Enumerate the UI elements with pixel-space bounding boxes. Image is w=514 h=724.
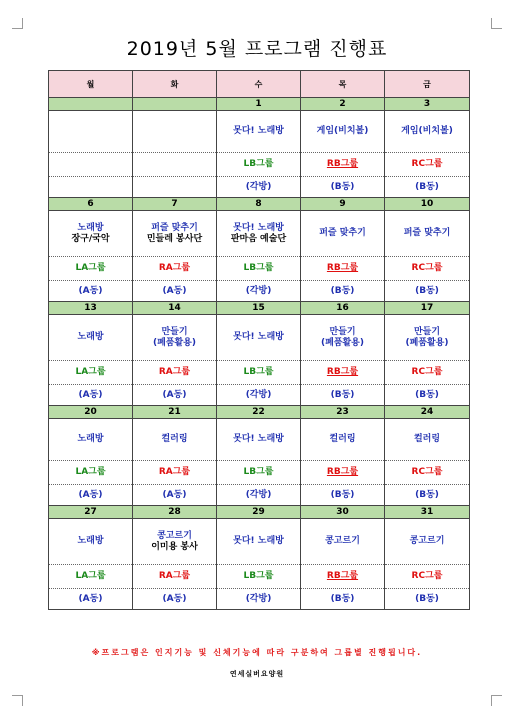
room-row [49,589,470,610]
activity-cell [385,519,470,565]
activity-cell [217,519,301,565]
activity-cell [217,315,301,361]
group-cell: LA그룹 [49,257,133,281]
activity-name: 만들기 [161,326,188,337]
activity-subtitle: 이미용 봉사 [151,541,198,552]
room-row [49,485,470,506]
weekday-header: 수 [217,71,301,98]
date-cell: 21 [133,406,217,419]
room-cell: (B동) [301,485,385,506]
room-cell: (각방) [217,485,301,506]
room-cell: (B동) [385,589,470,610]
date-cell: 31 [385,506,470,519]
room-cell: (B동) [385,177,470,198]
facility-name: 연세실버요양원 [229,670,285,678]
room-cell: (A동) [49,385,133,406]
program-note: ※프로그램은 인지기능 및 신체기능에 따라 구분하여 그룹별 진행됩니다. [91,648,423,657]
activity-name: 못다! 노래방 [233,126,284,136]
group-cell: RA그룹 [133,257,217,281]
activity-name: 못다! 노래방 [233,222,284,233]
date-cell [49,98,133,111]
group-cell: RC그룹 [385,257,470,281]
activity-cell [217,111,301,153]
activity-cell [301,211,385,257]
group-cell: RB그룹 [301,257,385,281]
activity-subtitle: 장구/국악 [71,233,110,244]
activity-cell [385,419,470,461]
date-cell: 15 [217,302,301,315]
date-cell [133,98,217,111]
activity-cell [301,519,385,565]
date-cell: 30 [301,506,385,519]
activity-row [49,111,470,153]
date-cell: 6 [49,198,133,211]
activity-cell [49,211,133,257]
room-row [49,281,470,302]
date-cell: 27 [49,506,133,519]
activity-cell [49,519,133,565]
activity-name: 만들기 [329,326,356,337]
activity-name: 못다! 노래방 [233,434,284,444]
room-cell: (각방) [217,177,301,198]
group-cell: RC그룹 [385,361,470,385]
activity-row [49,315,470,361]
activity-name: 노래방 [77,434,104,444]
activity-cell [385,211,470,257]
room-cell: (B동) [301,385,385,406]
group-cell: LB그룹 [217,361,301,385]
date-cell: 20 [49,406,133,419]
date-cell: 8 [217,198,301,211]
group-row [49,461,470,485]
room-cell: (B동) [301,281,385,302]
activity-cell [49,111,133,153]
group-row [49,257,470,281]
activity-cell [133,315,217,361]
date-cell: 24 [385,406,470,419]
activity-name: 컬러링 [329,434,356,444]
room-cell: (A동) [133,385,217,406]
date-row [49,506,470,519]
group-cell: RA그룹 [133,461,217,485]
date-cell: 7 [133,198,217,211]
activity-cell [385,111,470,153]
crop-mark [12,695,23,706]
group-cell: LB그룹 [217,257,301,281]
group-cell: RB그룹 [301,461,385,485]
date-row [49,302,470,315]
group-cell: LB그룹 [217,153,301,177]
activity-cell [133,211,217,257]
date-cell: 29 [217,506,301,519]
activity-cell [49,419,133,461]
schedule-table [48,70,470,610]
activity-cell [217,211,301,257]
room-cell: (B동) [385,385,470,406]
date-cell: 16 [301,302,385,315]
date-cell: 28 [133,506,217,519]
weekday-header: 화 [133,71,217,98]
date-cell: 3 [385,98,470,111]
group-cell: RC그룹 [385,461,470,485]
activity-name: 퍼즐 맞추기 [403,228,451,238]
activity-name: 콩고르기 [409,536,445,546]
group-row [49,565,470,589]
room-cell: (B동) [385,281,470,302]
group-cell: LB그룹 [217,565,301,589]
activity-name: 게임(비치볼) [316,126,369,136]
activity-name: 못다! 노래방 [233,536,284,546]
room-row [49,385,470,406]
group-cell: RC그룹 [385,565,470,589]
date-cell: 22 [217,406,301,419]
activity-cell [385,315,470,361]
activity-name: 컬러링 [161,434,188,444]
group-cell: RB그룹 [301,153,385,177]
room-cell: (B동) [301,177,385,198]
weekday-header: 월 [49,71,133,98]
weekday-header: 금 [385,71,470,98]
activity-row [49,211,470,257]
room-cell: (A동) [49,485,133,506]
activity-name: 노래방 [77,332,104,342]
room-cell [133,177,217,198]
activity-name: 노래방 [77,222,104,233]
activity-name: 컬러링 [413,434,441,444]
room-cell: (A동) [133,281,217,302]
group-cell: RB그룹 [301,565,385,589]
activity-cell [217,419,301,461]
document-title: 2019년 5월 프로그램 진행표 [126,38,388,60]
date-cell: 13 [49,302,133,315]
activity-cell [49,315,133,361]
date-cell: 1 [217,98,301,111]
room-cell: (B동) [301,589,385,610]
group-cell: RA그룹 [133,565,217,589]
weekday-header: 목 [301,71,385,98]
room-cell: (A동) [133,485,217,506]
room-cell [49,177,133,198]
activity-name: 노래방 [77,536,104,546]
group-cell: RB그룹 [301,361,385,385]
date-cell: 10 [385,198,470,211]
date-row [49,198,470,211]
room-cell: (각방) [217,589,301,610]
crop-mark [12,18,23,29]
activity-cell [301,419,385,461]
activity-row [49,419,470,461]
group-cell [49,153,133,177]
group-cell: LA그룹 [49,565,133,589]
group-cell: LB그룹 [217,461,301,485]
activity-subtitle: 민들레 봉사단 [146,233,203,244]
activity-name: 게임(비치볼) [401,126,453,136]
date-cell: 2 [301,98,385,111]
group-cell: RA그룹 [133,361,217,385]
activity-subtitle: 판마음 예술단 [230,233,287,244]
activity-cell [133,419,217,461]
activity-name: 콩고르기 [157,530,192,541]
group-cell: LA그룹 [49,461,133,485]
activity-subtitle: (폐품활용) [320,337,364,348]
room-cell: (A동) [49,589,133,610]
crop-mark [491,18,502,29]
date-cell: 9 [301,198,385,211]
activity-name: 콩고르기 [325,536,360,546]
room-cell: (A동) [49,281,133,302]
activity-cell [301,111,385,153]
activity-cell [301,315,385,361]
activity-cell [133,519,217,565]
room-cell: (각방) [217,281,301,302]
activity-subtitle: (폐품활용) [152,337,196,348]
activity-name: 퍼즐 맞추기 [151,222,198,233]
room-row [49,177,470,198]
date-row [49,406,470,419]
activity-cell [133,111,217,153]
activity-name: 만들기 [413,326,441,337]
date-cell: 14 [133,302,217,315]
date-row [49,98,470,111]
group-row [49,361,470,385]
crop-mark [491,695,502,706]
weekday-header-row [49,71,470,98]
date-cell: 17 [385,302,470,315]
room-cell: (B동) [385,485,470,506]
activity-name: 퍼즐 맞추기 [319,228,366,238]
group-row [49,153,470,177]
activity-name: 못다! 노래방 [233,332,284,342]
room-cell: (A동) [133,589,217,610]
activity-row [49,519,470,565]
group-cell [133,153,217,177]
room-cell: (각방) [217,385,301,406]
activity-subtitle: (폐품활용) [405,337,449,348]
group-cell: RC그룹 [385,153,470,177]
date-cell: 23 [301,406,385,419]
group-cell: LA그룹 [49,361,133,385]
